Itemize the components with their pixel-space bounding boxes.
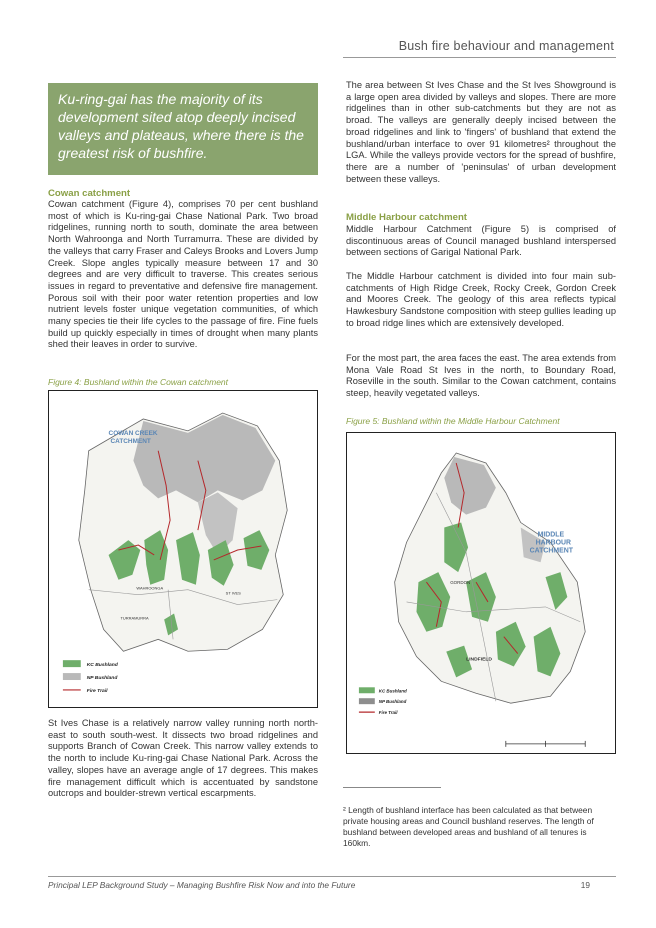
st-ives-paragraph: St Ives Chase is a relatively narrow valley running north north-east to south south-west. It dissects two broad ridgelines and supports Branch of Cowan Creek. This narrow valley extends to the north to include Ku-ring-gai Chase National Park. Across the valley, slopes have an average angle of 17 degrees. This makes fire management difficult which is accentuated by sandstone outcrops and boulder-strewn vertical escarpments.: [48, 718, 318, 799]
middle-paragraph-2: The Middle Harbour catchment is divided into four main sub-catchments of High Ridge Creek, Rocky Creek, Gordon Creek and Moores Creek. The geology of this area reflects typical Hawkesbury Sandstone composition with steep gullies leading up to broad ridge lines which are extensively developed.: [346, 271, 616, 328]
page-number: 19: [580, 880, 590, 890]
cowan-map-title-2: CATCHMENT: [110, 437, 151, 445]
cowan-heading: Cowan catchment: [48, 188, 131, 199]
pull-quote-box: [48, 83, 318, 175]
running-header: Bush fire behaviour and management: [398, 39, 614, 53]
legend-np-swatch: [63, 673, 81, 680]
legend-np-label: NP Bushland: [86, 676, 118, 682]
middle-place-gordon: GORDON: [450, 580, 471, 586]
middle-map-title-1: MIDDLE: [537, 531, 565, 539]
middle-paragraph-3: For the most part, the area faces the east. The area extends from Mona Vale Road St Ives in the north, to Boundary Road, Roseville in the south. Similar to the Cowan catchment, contains steep, heavily vegetated valleys.: [346, 353, 616, 399]
cowan-place-st-ives: ST IVES: [225, 590, 241, 596]
pull-quote-text: Ku-ring-gai has the majority of its development sited atop deeply incised valleys and plateaus, where there is the greatest risk of bushfire.: [58, 91, 304, 161]
legend-kc-label: KC Bushland: [86, 663, 118, 669]
legend-np-swatch: [359, 698, 375, 704]
middle-map-title-3: CATCHMENT: [529, 547, 574, 555]
middle-harbour-map: [346, 432, 616, 754]
footer-text: Principal LEP Background Study – Managing Bushfire Risk Now and into the Future: [48, 880, 356, 890]
footnote: ² Length of bushland interface has been calculated as that between private housing areas and Council bushland reserves. The length of bushland between developed areas and bushland of all tenures is 160km.: [343, 805, 594, 848]
middle-legend-np-label: NP Bushland: [378, 699, 407, 705]
middle-map-title-2: HARBOUR: [535, 539, 572, 547]
cowan-place-turramurra: TURRAMURRA: [120, 615, 149, 621]
figure-4-caption: Figure 4: Bushland within the Cowan catchment: [48, 377, 229, 387]
legend-kc-swatch: [359, 687, 375, 693]
cowan-paragraph: Cowan catchment (Figure 4), comprises 70 per cent bushland most of which is Ku-ring-gai Chase National Park. Two broad ridgelines, running north to south, dominate the area between North Wahroonga and North Turramurra. These are divided by the valleys that carry Fraser and Caleys Brooks and Lovers Jump Creek. Slope angles typically measure between 17 and 30 degrees and are very difficult to traverse. This creates serious issues in regard to preventative and defensive fire management. Porous soil with their poor water retention properties and low nutrient levels foster unique vegetation communities, of which many species tie their life cycles to the passage of fire. Fine fuels build up quickly especially in times of drought when many plants shed their leaves in order to survive.: [48, 199, 318, 350]
middle-harbour-map-graphic: [347, 433, 615, 753]
middle-legend-kc-label: KC Bushland: [378, 688, 407, 694]
cowan-place-wahroonga: WAHROONGA: [136, 585, 164, 591]
middle-legend-trail-label: Fire Trail: [378, 710, 398, 716]
cowan-map-graphic: [49, 391, 317, 707]
cowan-map-title-1: COWAN CREEK: [108, 429, 158, 437]
middle-paragraph-1: Middle Harbour Catchment (Figure 5) is comprised of discontinuous areas of Council managed bushland interspersed between sections of Garigal National Park.: [346, 224, 616, 258]
footnote-divider: [343, 787, 441, 788]
header-divider: [343, 57, 616, 58]
figure-5-caption: Figure 5: Bushland within the Middle Harbour Catchment: [346, 416, 560, 426]
middle-harbour-heading: Middle Harbour catchment: [346, 212, 468, 223]
cowan-catchment-map: [48, 390, 318, 708]
intro-paragraph: The area between St Ives Chase and the St Ives Showground is a large open area divided by valleys and slopes. There are more ridgelines than in other sub-catchments but they are not as broad. The valleys are generally deeply incised between the broad ridgelines and link to 'fingers' of bushland that extend the bushland/urban interface to over 91 kilometres² throughout the LGA. While the valleys provide vectors for the spread of bushfire, there are a number of 'peninsulas' of urban development between these valleys.: [346, 80, 616, 184]
footer-divider: [48, 876, 616, 877]
legend-trail-label: Fire Trail: [86, 688, 108, 694]
legend-kc-swatch: [63, 660, 81, 667]
middle-place-lindfield: LINDFIELD: [466, 657, 492, 663]
